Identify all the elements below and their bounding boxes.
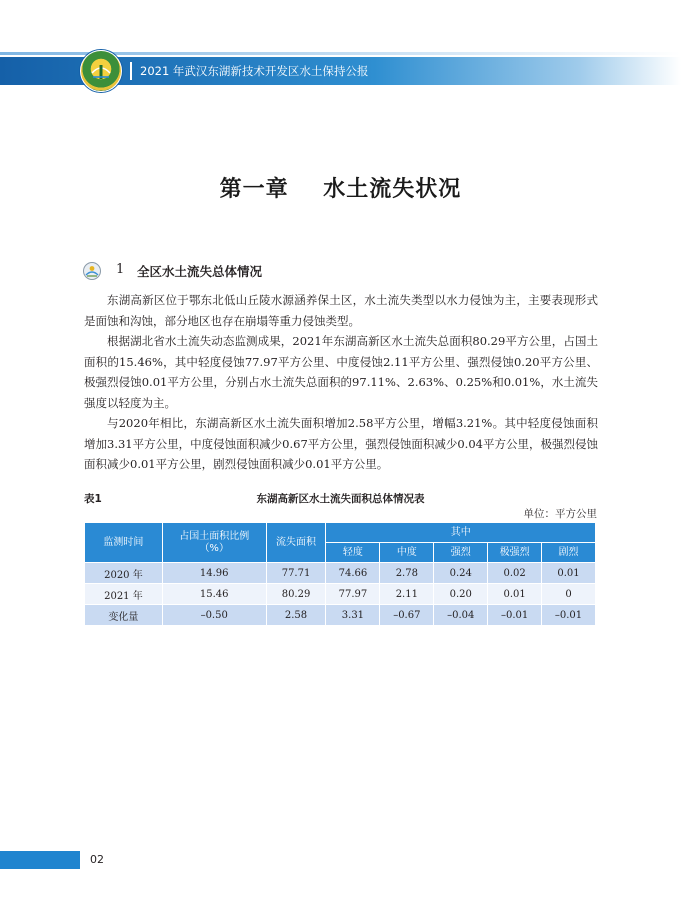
- header-very-intense: 极强烈: [488, 543, 542, 563]
- table-cell: 77.71: [266, 563, 326, 584]
- header-severe: 剧烈: [542, 543, 596, 563]
- header-time: 监测时间: [85, 523, 163, 563]
- header-intense: 强烈: [434, 543, 488, 563]
- paragraph: 根据湖北省水土流失动态监测成果，2021年东湖高新区水土流失总面积80.29平方公里，占国土面积的15.46%，其中轻度侵蚀77.97平方公里、中度侵蚀2.11平方公里、强烈侵蚀0.20平方公里、极强烈侵蚀0.01平方公里，分别占水土流失总面积的97.11%、2.63%、0.25%和0.01%，水土流失强度以轻度为主。: [84, 334, 598, 410]
- table-cell: –0.04: [434, 605, 488, 626]
- header-group: 其中: [326, 523, 596, 543]
- header-ratio: [162, 523, 266, 563]
- table-cell: –0.50: [162, 605, 266, 626]
- header-moderate: 中度: [380, 543, 434, 563]
- chapter-title: 第一章 水土流失状况: [219, 176, 462, 202]
- body-text: [84, 290, 598, 475]
- table-cell: 0.24: [434, 563, 488, 584]
- table-cell: –0.67: [380, 605, 434, 626]
- table-cell: 80.29: [266, 584, 326, 605]
- table-cell: 15.46: [162, 584, 266, 605]
- header-divider: [130, 62, 132, 80]
- table-row: [85, 605, 596, 626]
- header-title: 2021 年武汉东湖新技术开发区水土保持公报: [140, 64, 369, 78]
- table-row: [85, 563, 596, 584]
- table-label: 表1: [84, 493, 102, 505]
- erosion-area-table: [84, 522, 596, 626]
- header-area: 流失面积: [266, 523, 326, 563]
- table-cell: 14.96: [162, 563, 266, 584]
- section-bullet-icon: [82, 261, 102, 281]
- table-cell: 0.01: [542, 563, 596, 584]
- table-unit: 单位：平方公里: [523, 508, 597, 520]
- table-cell: –0.01: [488, 605, 542, 626]
- header-ratio-label: 占国土面积比例: [179, 530, 250, 542]
- table-cell: 77.97: [326, 584, 380, 605]
- section-title: 全区水土流失总体情况: [137, 264, 263, 279]
- table-cell: 2.78: [380, 563, 434, 584]
- table-cell: 2020 年: [85, 563, 163, 584]
- emblem-icon: [80, 50, 122, 92]
- paragraph: 与2020年相比，东湖高新区水土流失面积增加2.58平方公里，增幅3.21%。其中轻度侵蚀面积增加3.31平方公里，中度侵蚀面积减少0.67平方公里，强烈侵蚀面积减少0.04平方公里，极强烈侵蚀面积减少0.01平方公里，剧烈侵蚀面积减少0.01平方公里。: [84, 416, 598, 471]
- header-ratio-unit: （%）: [199, 542, 229, 554]
- table-cell: 变化量: [85, 605, 163, 626]
- table-cell: 2021 年: [85, 584, 163, 605]
- table-row: [85, 584, 596, 605]
- table-cell: 0.20: [434, 584, 488, 605]
- table-cell: 2.58: [266, 605, 326, 626]
- page-number: 02: [90, 853, 104, 866]
- table-cell: 0.01: [488, 584, 542, 605]
- table-title: 东湖高新区水土流失面积总体情况表: [256, 493, 425, 505]
- footer-bar: [0, 851, 80, 869]
- table-cell: –0.01: [542, 605, 596, 626]
- table-cell: 0.02: [488, 563, 542, 584]
- section-number: 1: [116, 262, 125, 277]
- table-cell: 0: [542, 584, 596, 605]
- table-cell: 3.31: [326, 605, 380, 626]
- table-cell: 74.66: [326, 563, 380, 584]
- paragraph: 东湖高新区位于鄂东北低山丘陵水源涵养保土区，水土流失类型以水力侵蚀为主，主要表现形式是面蚀和沟蚀，部分地区也存在崩塌等重力侵蚀类型。: [84, 293, 598, 328]
- table-cell: 2.11: [380, 584, 434, 605]
- header-light: 轻度: [326, 543, 380, 563]
